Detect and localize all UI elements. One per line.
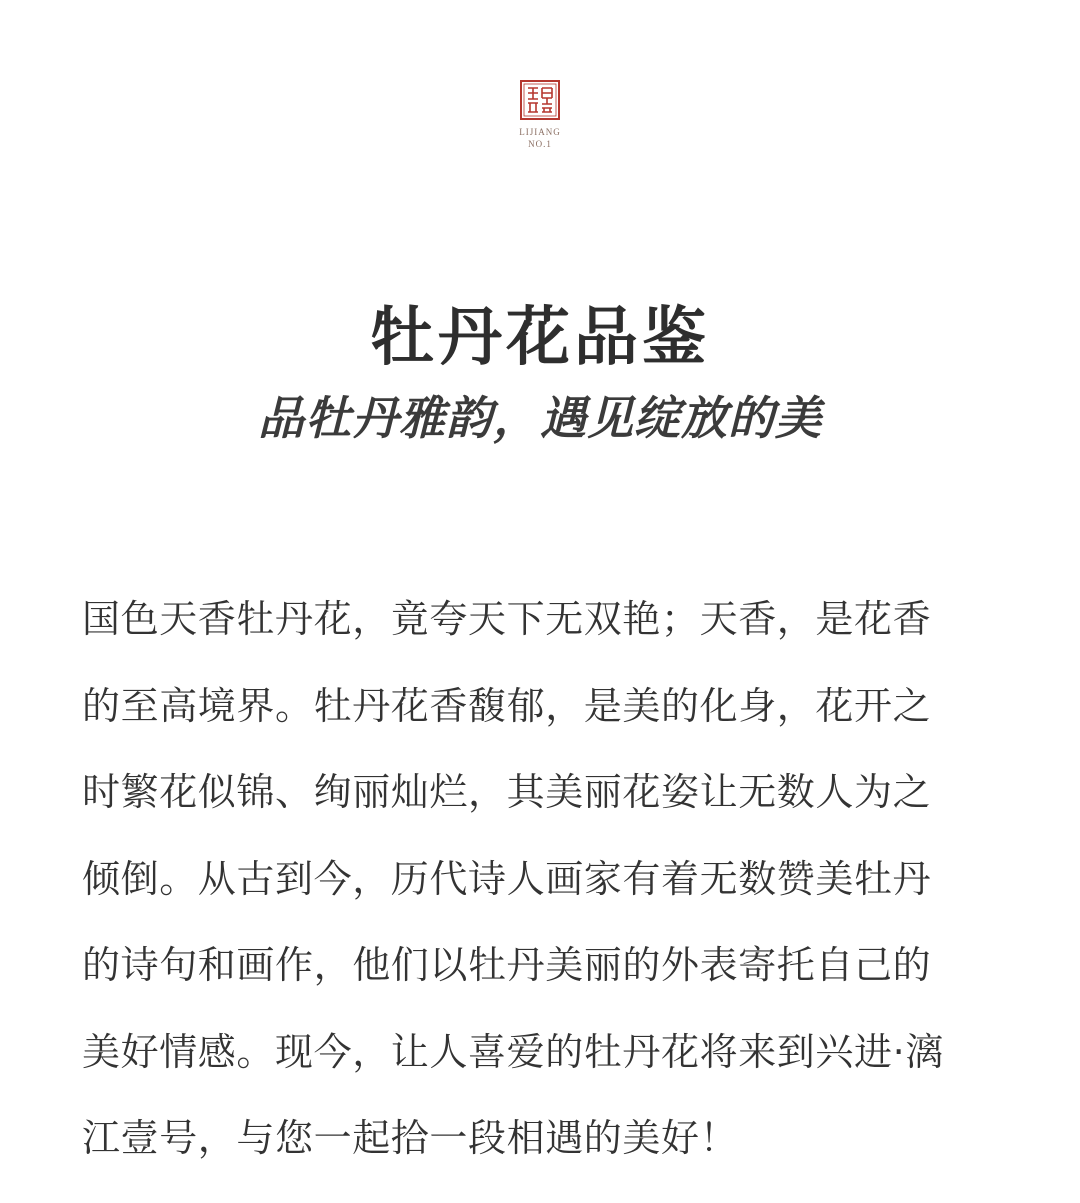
article-line: 江壹号，与您一起拾一段相遇的美好！ (82, 1116, 739, 1160)
article-line: 美好情感。现今，让人喜爱的牡丹花将来到兴进·漓 (82, 1029, 944, 1074)
logo-text-no1: NO.1 (528, 139, 552, 149)
article-line: 国色天香牡丹花，竟夸天下无双艳；天香，是花香 (82, 597, 932, 641)
page-subtitle: 品牡丹雅韵，遇见绽放的美 (258, 391, 822, 445)
article-line: 倾倒。从古到今，历代诗人画家有着无数赞美牡丹 (82, 856, 932, 901)
article-body (82, 576, 1002, 1182)
article-line: 的诗句和画作，他们以牡丹美丽的外表寄托自己的 (82, 943, 932, 987)
article-line: 的至高境界。牡丹花香馥郁，是美的化身，花开之 (82, 683, 932, 728)
brand-logo (500, 80, 580, 150)
seal-logo-icon (520, 80, 560, 120)
logo-text-lijiang: LIJIANG (519, 127, 561, 137)
article-line: 时繁花似锦、绚丽灿烂，其美丽花姿让无数人为之 (82, 770, 932, 814)
page-title: 牡丹花品鉴 (370, 301, 710, 375)
